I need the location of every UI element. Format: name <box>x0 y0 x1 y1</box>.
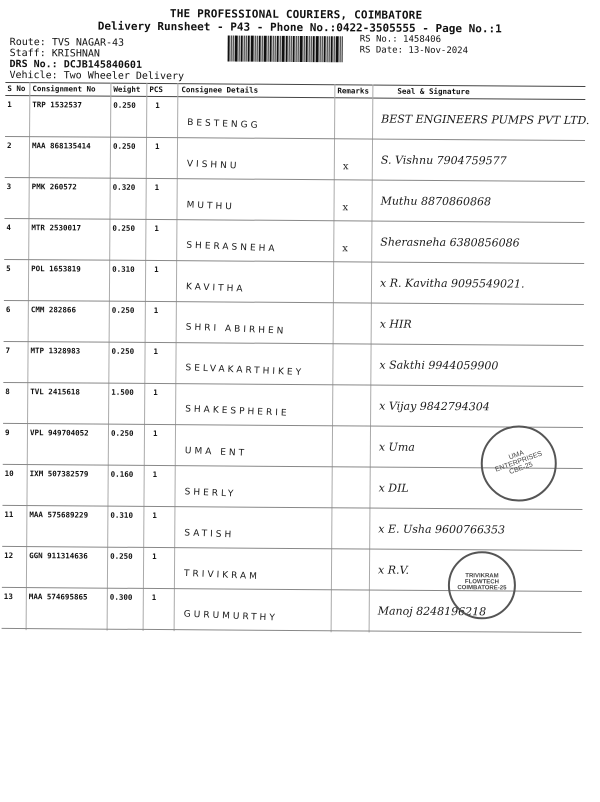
row-weight: 0.310 <box>110 510 134 520</box>
row-sno: 10 <box>4 468 14 479</box>
vehicle-label: Vehicle: Two Wheeler Delivery <box>9 69 185 83</box>
row-consignee: BESTENGG <box>186 117 261 132</box>
row-weight: 0.250 <box>110 551 133 561</box>
row-weight: 0.250 <box>111 305 135 315</box>
row-pcs: 1 <box>155 100 160 111</box>
row-divider <box>4 259 584 264</box>
row-pcs: 1 <box>153 305 159 316</box>
row-sno: 2 <box>6 140 12 150</box>
col-sep <box>174 83 179 631</box>
drs-number: DRS No.: DCJB145840601 <box>9 58 143 71</box>
barcode-image <box>228 35 356 62</box>
row-sno: 9 <box>4 427 10 437</box>
col-sep <box>331 84 336 632</box>
row-weight: 1.500 <box>111 387 134 397</box>
row-consignment-no: POL 1653819 <box>31 264 81 274</box>
row-pcs: 1 <box>151 592 157 603</box>
row-signature: x R. Kavitha 9095549021. <box>379 276 525 291</box>
row-sno: 13 <box>3 591 13 602</box>
row-divider <box>3 423 583 428</box>
row-remark: x <box>342 243 348 255</box>
row-weight: 0.250 <box>112 223 136 233</box>
table-header-rule <box>5 95 585 100</box>
row-divider <box>2 628 582 633</box>
row-pcs: 1 <box>154 141 160 152</box>
row-pcs: 1 <box>152 428 158 439</box>
row-consignee: SHAKESPHERIE <box>184 404 290 419</box>
row-weight: 0.250 <box>111 346 135 356</box>
row-signature: x HIR <box>379 317 412 331</box>
row-sno: 11 <box>4 509 14 520</box>
row-pcs: 1 <box>152 469 158 480</box>
row-consignment-no: MAA 575689229 <box>29 510 89 520</box>
rs-number: RS No.: 1458406 <box>359 34 442 45</box>
row-consignment-no: MTP 1328983 <box>30 346 81 356</box>
row-sno: 1 <box>7 99 12 109</box>
row-pcs: 1 <box>154 264 159 275</box>
row-consignee: UMA ENT <box>184 446 248 459</box>
row-weight: 0.320 <box>112 182 136 192</box>
row-pcs: 1 <box>154 182 160 193</box>
col-header-consignee: Consignee Details <box>181 85 259 95</box>
col-header-sno: S No <box>7 83 26 94</box>
row-weight: 0.250 <box>112 141 136 151</box>
row-signature: Manoj 8248196218 <box>377 604 487 619</box>
row-consignment-no: IXM 507382579 <box>29 469 89 479</box>
row-sno: 12 <box>4 550 14 561</box>
row-divider <box>5 177 585 182</box>
row-consignee: KAVITHA <box>185 282 246 295</box>
col-header-consignment: Consignment No <box>32 84 96 94</box>
row-consignment-no: MAA 574695865 <box>28 592 88 602</box>
col-sep <box>107 83 112 631</box>
col-sep <box>143 83 148 631</box>
row-divider <box>5 136 585 141</box>
uma-enterprises-stamp: UMA ENTERPRISES CBE-25 <box>481 425 558 502</box>
document-subtitle: Delivery Runsheet - P43 - Phone No.:0422-3505555 - Page No.:1 <box>97 19 502 36</box>
col-header-signature: Seal & Signature <box>397 86 470 97</box>
row-remark: x <box>342 202 349 214</box>
row-sno: 6 <box>5 304 11 314</box>
col-sep <box>26 82 31 630</box>
row-sno: 7 <box>5 345 11 355</box>
row-consignment-no: TVL 2415618 <box>30 387 80 397</box>
row-weight: 0.310 <box>112 264 135 274</box>
row-signature: x Vijay 9842794304 <box>379 399 490 414</box>
row-divider <box>2 505 582 510</box>
row-sno: 4 <box>6 222 11 232</box>
row-divider <box>3 382 583 387</box>
row-consignee: SHRI ABIRHEN <box>185 322 287 337</box>
row-consignee: MUTHU <box>186 200 235 213</box>
row-consignee: SELVAKARTHIKEY <box>185 363 305 379</box>
row-consignment-no: CMM 282866 <box>30 305 77 315</box>
row-pcs: 1 <box>153 387 158 398</box>
row-signature: x R.V. <box>377 563 410 577</box>
row-sno: 8 <box>5 386 10 396</box>
row-pcs: 1 <box>152 510 157 521</box>
col-header-pcs: PCS <box>149 84 163 95</box>
row-signature: Muthu 8870860868 <box>380 194 492 209</box>
row-weight: 0.160 <box>110 469 134 479</box>
row-consignee: SHERASNEHA <box>186 240 278 255</box>
row-divider <box>4 341 584 346</box>
row-pcs: 1 <box>154 223 159 234</box>
col-header-remarks: Remarks <box>337 86 370 96</box>
route-label: Route: TVS NAGAR-43 <box>9 36 125 49</box>
row-signature: BEST ENGINEERS PUMPS PVT LTD. <box>381 112 590 128</box>
row-divider <box>4 300 584 305</box>
row-divider <box>2 546 582 551</box>
col-header-weight: Weight <box>113 84 141 94</box>
row-signature: S. Vishnu 7904759577 <box>380 153 507 168</box>
row-consignee: SHERLY <box>184 487 237 500</box>
rs-date: RS Date: 13-Nov-2024 <box>359 45 469 57</box>
row-divider <box>4 218 584 223</box>
row-consignment-no: MAA 868135414 <box>31 141 91 151</box>
row-consignment-no: VPL 949704052 <box>29 428 89 438</box>
row-consignee: SATISH <box>184 528 235 541</box>
document-title: THE PROFESSIONAL COURIERS, COIMBATORE <box>169 7 423 22</box>
row-signature: x Sakthi 9944059900 <box>379 358 499 373</box>
row-consignment-no: MTR 2530017 <box>31 223 82 233</box>
trivikram-flowtech-stamp: TRIVIKRAM FLOWTECH COIMBATORE-25 <box>448 551 516 619</box>
row-consignment-no: PMK 260572 <box>31 182 77 192</box>
row-consignee: GURUMURTHY <box>183 609 278 624</box>
staff-label: Staff: KRISHNAN <box>9 47 100 60</box>
row-pcs: 1 <box>153 346 159 357</box>
row-consignee: VISHNU <box>186 159 240 172</box>
row-signature: x Uma <box>378 440 415 454</box>
row-sno: 3 <box>6 181 12 191</box>
row-signature: x E. Usha 9600766353 <box>378 522 506 537</box>
row-consignment-no: TRP 1532537 <box>32 100 82 110</box>
row-consignee: TRIVIKRAM <box>183 568 261 583</box>
row-signature: x DIL <box>378 481 409 495</box>
row-weight: 0.250 <box>110 428 134 438</box>
row-weight: 0.250 <box>113 100 136 110</box>
row-weight: 0.300 <box>109 592 133 602</box>
row-pcs: 1 <box>152 551 157 562</box>
col-sep <box>369 85 374 633</box>
row-consignment-no: GGN 911314636 <box>29 551 88 561</box>
row-sno: 5 <box>6 263 11 273</box>
row-remark: x <box>342 161 349 173</box>
row-signature: Sherasneha 6380856086 <box>380 235 520 250</box>
